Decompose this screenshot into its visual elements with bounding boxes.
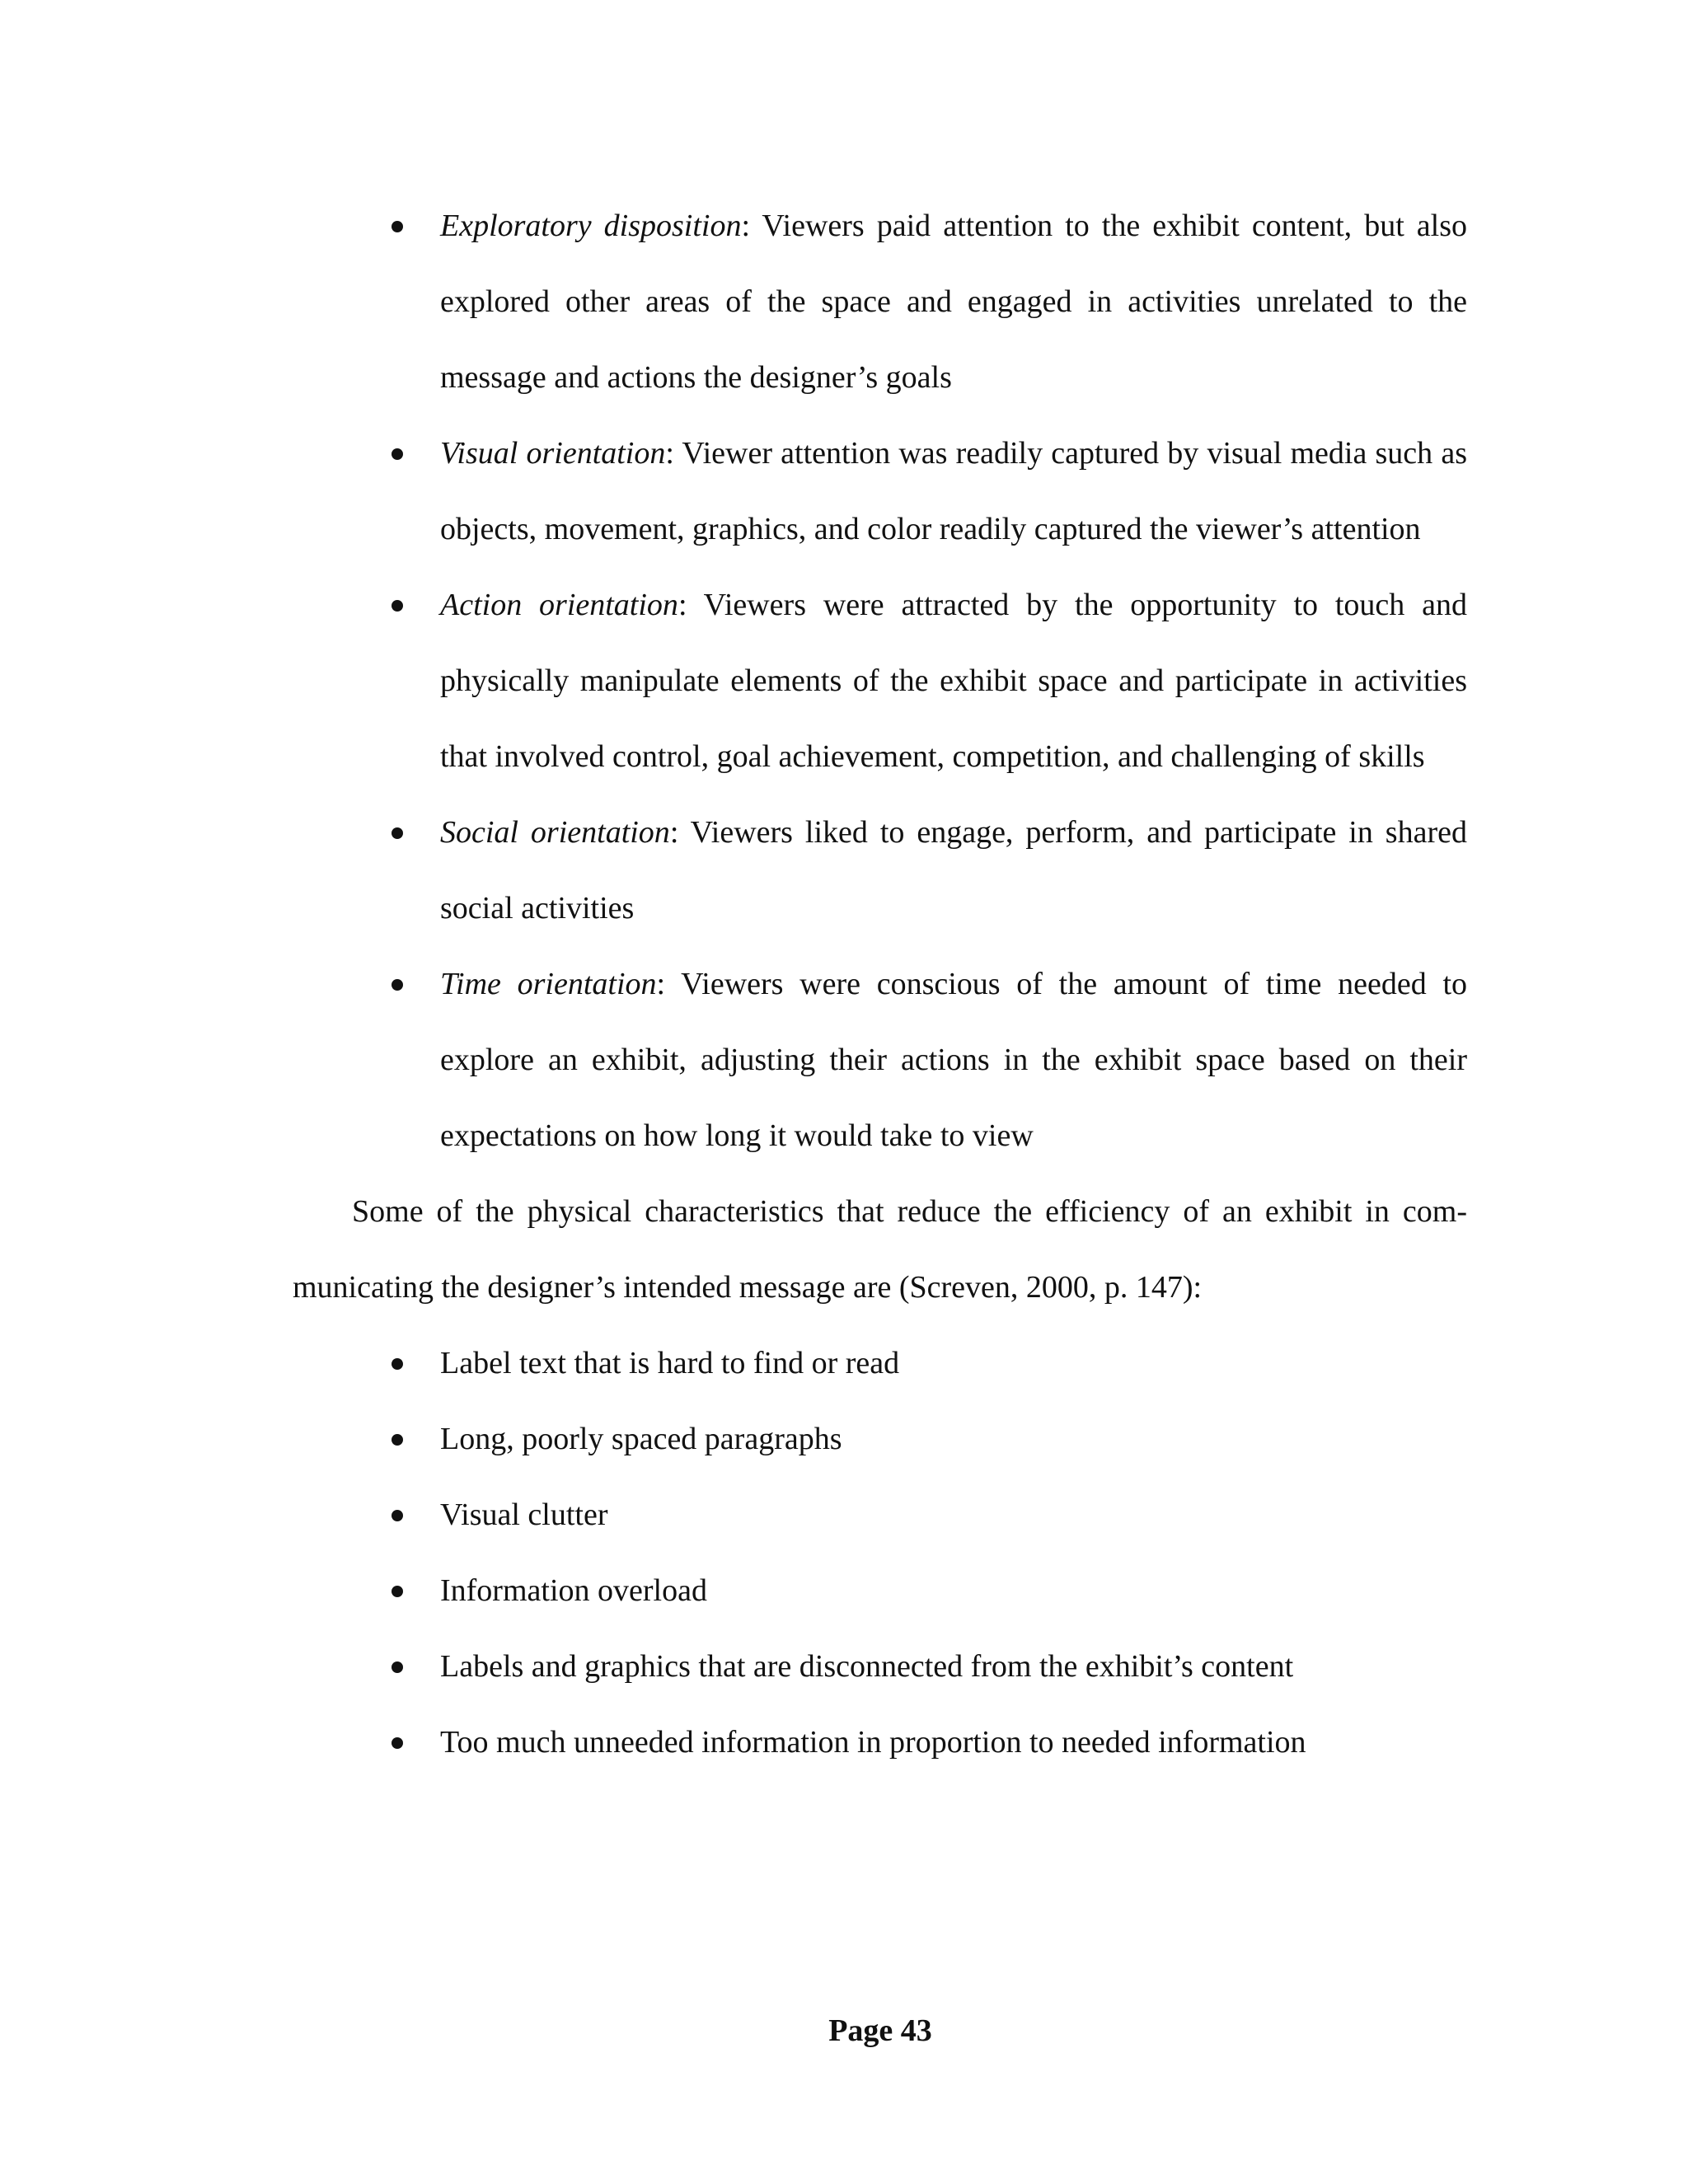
- list-item: Label text that is hard to find or read: [293, 1325, 1467, 1401]
- list-item: [293, 415, 1467, 567]
- list-item: Long, poorly spaced paragraphs: [293, 1401, 1467, 1477]
- body-paragraph: Some of the physical characteristics that reduce the efficiency of an exhibit in communicating the designer’s intended message are (Screven, 2000, p. 147):: [293, 1194, 1467, 1305]
- list-item: [293, 567, 1467, 794]
- list-item: [293, 946, 1467, 1174]
- list-item-term: Action orientation: [440, 588, 678, 622]
- list-item-text: : Viewers liked to engage, perform, and participate in shared social activities: [440, 815, 1467, 926]
- list-item-text: : Viewer attention was readily captured by visual media such as objects, movement, graphics, and color readily captured the viewer’s attention: [440, 436, 1467, 546]
- page-number: Page 43: [828, 2013, 932, 2048]
- list-item-term: Social orientation: [440, 815, 670, 850]
- list-item-term: Time orientation: [440, 967, 657, 1001]
- list-item: Too much unneeded information in proportion to needed information: [293, 1704, 1467, 1780]
- list-item-term: Exploratory disposition: [440, 209, 742, 243]
- list-item: Information overload: [293, 1553, 1467, 1629]
- characteristics-list: [293, 1325, 1467, 1780]
- list-item-term: Visual orientation: [440, 436, 666, 471]
- body-text: [293, 188, 1467, 1780]
- list-item: [293, 188, 1467, 415]
- orientation-list: [293, 188, 1467, 1174]
- list-item: [293, 794, 1467, 946]
- list-item: Labels and graphics that are disconnected from the exhibit’s content: [293, 1629, 1467, 1704]
- list-item-text: : Viewers were conscious of the amount of time needed to explore an exhibit, adjusting their actions in the exhibit space based on their expectations on how long it would take to view: [440, 967, 1467, 1153]
- list-item: Visual clutter: [293, 1477, 1467, 1553]
- list-item-text: : Viewers paid attention to the exhibit content, but also explored other areas of the space and engaged in activities unrelated to the message and actions the designer’s goals: [440, 209, 1467, 395]
- list-item-text: : Viewers were attracted by the opportunity to touch and physically manipulate elements of the exhibit space and participate in activities that involved control, goal achievement, competition, and challenging of skills: [440, 588, 1467, 774]
